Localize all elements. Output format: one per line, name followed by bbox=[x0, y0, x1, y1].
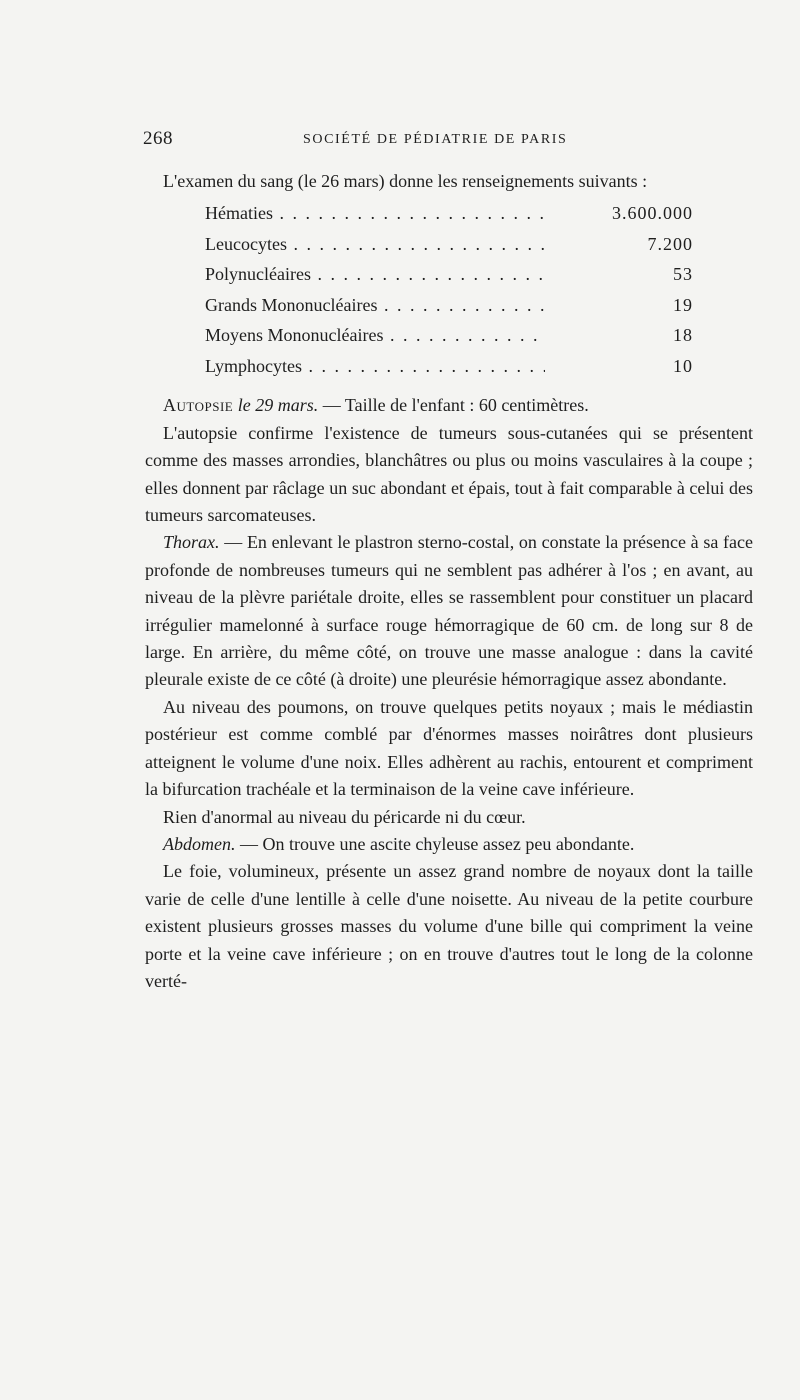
thorax-paragraph bbox=[145, 529, 753, 693]
intro-paragraph: L'examen du sang (le 26 mars) donne les renseignements suivants : bbox=[163, 171, 648, 191]
table-row bbox=[205, 356, 693, 387]
row-label: Hématies . . . bbox=[205, 203, 545, 224]
running-title: SOCIÉTÉ DE PÉDIATRIE DE PARIS bbox=[303, 132, 568, 147]
table-row bbox=[205, 234, 693, 265]
row-value: 18 bbox=[673, 325, 693, 346]
row-label: Leucocytes . . . bbox=[205, 234, 545, 255]
page-header bbox=[143, 128, 753, 152]
row-value: 19 bbox=[673, 294, 693, 315]
autopsie-date: le 29 mars. bbox=[237, 395, 319, 416]
lungs-paragraph: Au niveau des poumons, on trouve quelques petits noyaux ; mais le médiastin postérieur est comme comblé par d'énormes masses noirâtres dont plusieurs atteignent le volume d'une noix. Elles adhèrent au rachis, entourent et compriment la bifurcation trachéale et la terminaison de la veine cave inférieure. bbox=[145, 696, 753, 800]
abdomen-label: Abdomen. bbox=[163, 833, 236, 854]
blood-count-table bbox=[205, 203, 693, 386]
abdomen-paragraph bbox=[145, 831, 753, 858]
autopsy-paragraph: L'autopsie confirme l'existence de tumeurs sous-cutanées qui se présentent comme des masses arrondies, blanchâtres ou plus ou moins vasculaires à la coupe ; elles donnent par râclage un suc abondant et épais, tout à fait comparable à celui des tumeurs sarcomateuses. bbox=[145, 422, 753, 526]
pericardium-paragraph: Rien d'anormal au niveau du péricarde ni du cœur. bbox=[163, 806, 526, 827]
row-label: Lymphocytes . . . bbox=[205, 356, 545, 377]
row-label: Grands Mononucléaires . . . bbox=[205, 295, 545, 316]
abdomen-text: — On trouve une ascite chyleuse assez peu abondante. bbox=[239, 833, 635, 854]
table-row bbox=[205, 295, 693, 326]
thorax-label: Thorax. bbox=[163, 532, 220, 553]
table-row bbox=[205, 325, 693, 356]
autopsie-paragraph bbox=[145, 392, 753, 419]
autopsie-heading: Autopsie bbox=[163, 395, 234, 416]
row-value: 53 bbox=[673, 264, 693, 285]
row-label: Moyens Mononucléaires . . . bbox=[205, 325, 545, 346]
table-row bbox=[205, 264, 693, 295]
liver-paragraph: Le foie, volumineux, présente un assez grand nombre de noyaux dont la taille varie de celle d'une lentille à celle d'une noisette. Au niveau de la petite courbure existent plusieurs grosses masses du volume d'une bille qui compriment la veine porte et la veine cave inférieure ; on en trouve d'autres tout le long de la colonne verté- bbox=[145, 861, 753, 991]
table-row bbox=[205, 203, 693, 234]
body-text bbox=[145, 168, 753, 995]
page-number: 268 bbox=[143, 128, 173, 149]
row-value: 3.600.000 bbox=[612, 203, 693, 224]
row-value: 7.200 bbox=[647, 233, 693, 254]
row-label: Polynucléaires . . . bbox=[205, 264, 545, 285]
row-value: 10 bbox=[673, 355, 693, 376]
thorax-text: — En enlevant le plastron sterno-costal, on constate la présence à sa face profonde de nombreuses tumeurs qui ne semblent pas adhérer à l'os ; en avant, au niveau de la plèvre pariétale droite, elles se rassemblent pour constituer un placard irrégulier mamelonné à surface rouge hémorragique de 60 cm. de long sur 8 de large. En arrière, du même côté, on trouve une masse analogue : dans la cavité pleurale existe de ce côté (à droite) une pleurésie hémorragique assez abondante. bbox=[145, 532, 754, 690]
autopsie-text: — Taille de l'enfant : 60 centimètres. bbox=[322, 395, 589, 416]
